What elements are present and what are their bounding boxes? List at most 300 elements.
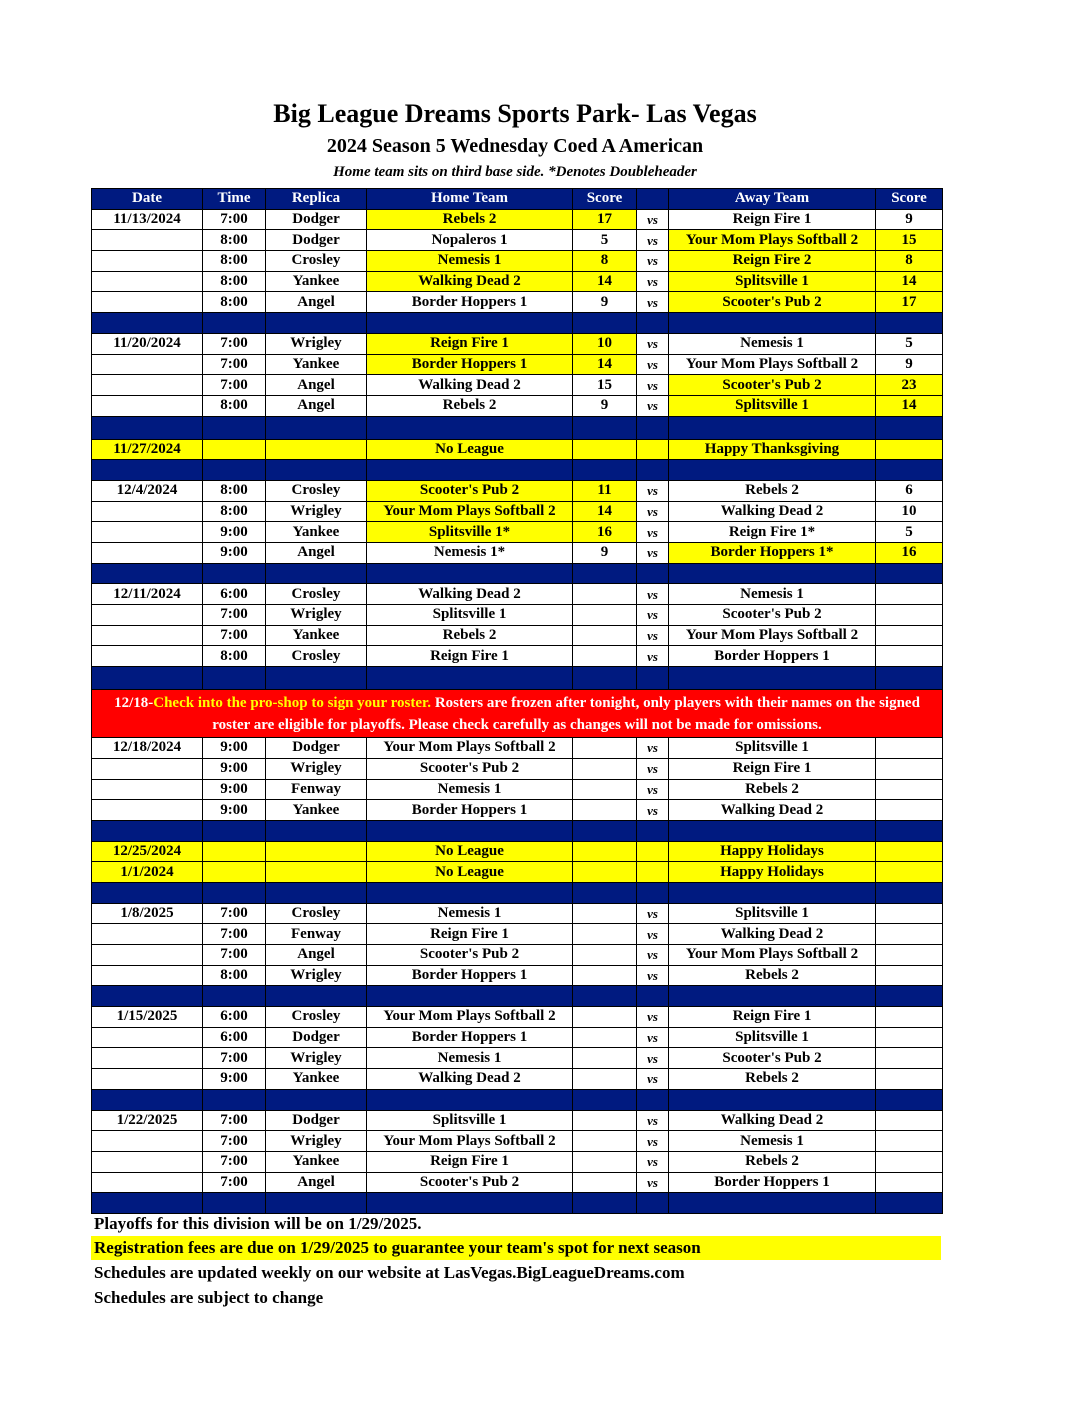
separator-cell <box>367 1193 573 1214</box>
field-cell: Crosley <box>266 646 367 667</box>
separator-cell <box>876 1193 943 1214</box>
away-team-cell: Splitsville 1 <box>669 271 876 292</box>
separator-cell <box>876 667 943 690</box>
date-cell <box>92 1069 203 1090</box>
home-team-cell: Nemesis 1 <box>367 903 573 924</box>
game-row <box>92 584 943 605</box>
separator-cell <box>876 986 943 1007</box>
separator-cell <box>637 1089 669 1110</box>
field-cell <box>266 862 367 883</box>
game-row <box>92 1027 943 1048</box>
field-cell: Yankee <box>266 1151 367 1172</box>
home-score-cell <box>573 439 637 460</box>
time-cell: 6:00 <box>203 1007 266 1028</box>
week-separator <box>92 1089 943 1110</box>
home-score-cell <box>573 1151 637 1172</box>
separator-cell <box>876 820 943 841</box>
away-score-cell <box>876 1069 943 1090</box>
vs-cell: vs <box>637 395 669 416</box>
home-score-cell <box>573 625 637 646</box>
date-cell <box>92 395 203 416</box>
game-row <box>92 779 943 800</box>
field-cell: Wrigley <box>266 1131 367 1152</box>
header-home-score: Score <box>573 189 637 210</box>
field-cell: Fenway <box>266 924 367 945</box>
field-cell: Yankee <box>266 1069 367 1090</box>
home-team-cell: Border Hoppers 1 <box>367 1027 573 1048</box>
separator-cell <box>367 667 573 690</box>
home-team-cell: Splitsville 1* <box>367 522 573 543</box>
time-cell: 8:00 <box>203 965 266 986</box>
vs-cell: vs <box>637 480 669 501</box>
game-row <box>92 209 943 230</box>
home-score-cell: 5 <box>573 230 637 251</box>
home-score-cell: 16 <box>573 522 637 543</box>
home-score-cell <box>573 841 637 862</box>
date-cell <box>92 1048 203 1069</box>
field-cell: Wrigley <box>266 758 367 779</box>
home-score-cell <box>573 1172 637 1193</box>
week-separator <box>92 563 943 584</box>
home-team-cell: Walking Dead 2 <box>367 584 573 605</box>
separator-cell <box>266 882 367 903</box>
home-score-cell: 10 <box>573 333 637 354</box>
date-cell <box>92 758 203 779</box>
separator-cell <box>573 986 637 1007</box>
field-cell: Wrigley <box>266 605 367 626</box>
time-cell: 7:00 <box>203 1172 266 1193</box>
vs-cell: vs <box>637 924 669 945</box>
time-cell: 8:00 <box>203 501 266 522</box>
away-score-cell <box>876 1007 943 1028</box>
roster-notice <box>92 690 943 738</box>
away-team-cell: Your Mom Plays Softball 2 <box>669 625 876 646</box>
game-row <box>92 480 943 501</box>
separator-cell <box>92 1193 203 1214</box>
field-cell: Angel <box>266 1172 367 1193</box>
away-score-cell <box>876 625 943 646</box>
home-team-cell: Reign Fire 1 <box>367 333 573 354</box>
away-team-cell: Your Mom Plays Softball 2 <box>669 945 876 966</box>
field-cell <box>266 439 367 460</box>
field-cell: Crosley <box>266 1007 367 1028</box>
away-score-cell: 14 <box>876 395 943 416</box>
separator-cell <box>266 416 367 439</box>
time-cell: 8:00 <box>203 292 266 313</box>
game-row <box>92 354 943 375</box>
home-score-cell <box>573 779 637 800</box>
week-separator <box>92 986 943 1007</box>
separator-cell <box>203 820 266 841</box>
date-cell <box>92 924 203 945</box>
notice-highlight: Check into the pro-shop to sign your roster. <box>153 694 432 711</box>
game-row <box>92 271 943 292</box>
home-score-cell <box>573 965 637 986</box>
date-cell <box>92 251 203 272</box>
home-team-cell: Your Mom Plays Softball 2 <box>367 738 573 759</box>
home-score-cell <box>573 646 637 667</box>
home-score-cell <box>573 1027 637 1048</box>
home-team-cell: Nemesis 1 <box>367 779 573 800</box>
field-cell: Dodger <box>266 230 367 251</box>
vs-cell: vs <box>637 1069 669 1090</box>
home-score-cell: 15 <box>573 375 637 396</box>
separator-cell <box>669 986 876 1007</box>
home-score-cell: 11 <box>573 480 637 501</box>
separator-cell <box>203 1089 266 1110</box>
separator-cell <box>367 460 573 481</box>
separator-cell <box>92 460 203 481</box>
home-team-cell: No League <box>367 841 573 862</box>
away-score-cell <box>876 903 943 924</box>
game-row <box>92 333 943 354</box>
game-row <box>92 800 943 821</box>
separator-cell <box>876 1089 943 1110</box>
separator-cell <box>573 667 637 690</box>
away-score-cell: 10 <box>876 501 943 522</box>
time-cell: 7:00 <box>203 209 266 230</box>
separator-cell <box>203 416 266 439</box>
away-team-cell: Walking Dead 2 <box>669 1110 876 1131</box>
home-team-cell: Splitsville 1 <box>367 605 573 626</box>
time-cell <box>203 439 266 460</box>
game-row <box>92 230 943 251</box>
vs-cell: vs <box>637 354 669 375</box>
separator-cell <box>876 416 943 439</box>
disclaimer-note: Schedules are subject to change <box>94 1288 324 1307</box>
home-score-cell <box>573 1110 637 1131</box>
field-cell: Yankee <box>266 271 367 292</box>
time-cell: 7:00 <box>203 1131 266 1152</box>
game-row <box>92 758 943 779</box>
home-team-cell: Nemesis 1* <box>367 543 573 564</box>
field-cell: Angel <box>266 543 367 564</box>
separator-cell <box>876 313 943 334</box>
home-score-cell <box>573 903 637 924</box>
home-team-cell: Nemesis 1 <box>367 251 573 272</box>
vs-cell: vs <box>637 1172 669 1193</box>
away-team-cell: Happy Holidays <box>669 862 876 883</box>
away-score-cell: 8 <box>876 251 943 272</box>
date-cell <box>92 1151 203 1172</box>
header-date: Date <box>92 189 203 210</box>
time-cell: 6:00 <box>203 1027 266 1048</box>
game-row <box>92 543 943 564</box>
week-separator <box>92 416 943 439</box>
separator-cell <box>637 820 669 841</box>
home-team-cell: Nemesis 1 <box>367 1048 573 1069</box>
separator-cell <box>669 460 876 481</box>
time-cell: 8:00 <box>203 480 266 501</box>
separator-cell <box>573 460 637 481</box>
away-team-cell: Your Mom Plays Softball 2 <box>669 230 876 251</box>
date-cell: 1/1/2024 <box>92 862 203 883</box>
separator-cell <box>367 820 573 841</box>
week-separator <box>92 667 943 690</box>
date-cell <box>92 945 203 966</box>
home-team-cell: No League <box>367 862 573 883</box>
time-cell: 9:00 <box>203 738 266 759</box>
time-cell: 9:00 <box>203 758 266 779</box>
game-row <box>92 375 943 396</box>
separator-cell <box>266 1089 367 1110</box>
separator-cell <box>266 1193 367 1214</box>
vs-cell: vs <box>637 738 669 759</box>
separator-cell <box>669 1089 876 1110</box>
field-cell: Crosley <box>266 251 367 272</box>
home-score-cell <box>573 1048 637 1069</box>
away-team-cell: Splitsville 1 <box>669 395 876 416</box>
separator-cell <box>669 416 876 439</box>
separator-cell <box>367 1089 573 1110</box>
away-score-cell <box>876 945 943 966</box>
away-score-cell <box>876 841 943 862</box>
away-team-cell: Reign Fire 1 <box>669 209 876 230</box>
away-team-cell: Your Mom Plays Softball 2 <box>669 354 876 375</box>
home-team-cell: Walking Dead 2 <box>367 1069 573 1090</box>
field-cell <box>266 841 367 862</box>
separator-cell <box>669 667 876 690</box>
separator-cell <box>637 313 669 334</box>
vs-cell: vs <box>637 1151 669 1172</box>
time-cell: 9:00 <box>203 522 266 543</box>
away-team-cell: Scooter's Pub 2 <box>669 375 876 396</box>
field-cell: Crosley <box>266 903 367 924</box>
home-score-cell <box>573 945 637 966</box>
separator-cell <box>573 1089 637 1110</box>
separator-cell <box>573 416 637 439</box>
vs-cell: vs <box>637 625 669 646</box>
separator-cell <box>92 313 203 334</box>
separator-cell <box>637 563 669 584</box>
vs-cell: vs <box>637 584 669 605</box>
date-cell <box>92 800 203 821</box>
home-team-cell: Border Hoppers 1 <box>367 965 573 986</box>
time-cell: 7:00 <box>203 1110 266 1131</box>
away-score-cell <box>876 738 943 759</box>
header-replica: Replica <box>266 189 367 210</box>
separator-cell <box>92 882 203 903</box>
schedule-table <box>91 188 943 1214</box>
date-cell: 12/4/2024 <box>92 480 203 501</box>
away-score-cell <box>876 605 943 626</box>
separator-cell <box>266 563 367 584</box>
vs-cell: vs <box>637 251 669 272</box>
date-cell: 12/18/2024 <box>92 738 203 759</box>
away-team-cell: Nemesis 1 <box>669 584 876 605</box>
separator-cell <box>876 460 943 481</box>
away-score-cell <box>876 1151 943 1172</box>
home-team-cell: Walking Dead 2 <box>367 375 573 396</box>
vs-cell: vs <box>637 209 669 230</box>
away-score-cell <box>876 862 943 883</box>
date-cell: 11/20/2024 <box>92 333 203 354</box>
game-row <box>92 395 943 416</box>
separator-cell <box>573 563 637 584</box>
separator-cell <box>203 313 266 334</box>
away-team-cell: Splitsville 1 <box>669 903 876 924</box>
game-row <box>92 1151 943 1172</box>
separator-cell <box>876 563 943 584</box>
home-score-cell: 17 <box>573 209 637 230</box>
field-cell: Yankee <box>266 522 367 543</box>
schedule-body <box>92 209 943 1213</box>
time-cell <box>203 841 266 862</box>
date-cell <box>92 501 203 522</box>
field-cell: Yankee <box>266 625 367 646</box>
away-team-cell: Reign Fire 1* <box>669 522 876 543</box>
home-team-cell: Reign Fire 1 <box>367 1151 573 1172</box>
game-row <box>92 625 943 646</box>
field-cell: Wrigley <box>266 1048 367 1069</box>
home-score-cell: 9 <box>573 395 637 416</box>
vs-cell <box>637 862 669 883</box>
home-team-cell: Scooter's Pub 2 <box>367 945 573 966</box>
vs-cell: vs <box>637 1048 669 1069</box>
holiday-row <box>92 841 943 862</box>
game-row <box>92 965 943 986</box>
separator-cell <box>637 667 669 690</box>
vs-cell <box>637 841 669 862</box>
time-cell: 7:00 <box>203 354 266 375</box>
home-score-cell: 9 <box>573 543 637 564</box>
home-team-cell: Rebels 2 <box>367 625 573 646</box>
separator-cell <box>266 667 367 690</box>
away-score-cell: 14 <box>876 271 943 292</box>
week-separator <box>92 460 943 481</box>
time-cell: 9:00 <box>203 543 266 564</box>
away-score-cell: 23 <box>876 375 943 396</box>
field-cell: Angel <box>266 945 367 966</box>
date-cell <box>92 375 203 396</box>
vs-cell <box>637 439 669 460</box>
home-score-cell <box>573 1131 637 1152</box>
away-team-cell: Walking Dead 2 <box>669 924 876 945</box>
date-cell <box>92 354 203 375</box>
game-row <box>92 1110 943 1131</box>
away-team-cell: Reign Fire 1 <box>669 1007 876 1028</box>
game-row <box>92 646 943 667</box>
away-team-cell: Rebels 2 <box>669 1151 876 1172</box>
separator-cell <box>203 563 266 584</box>
field-cell: Crosley <box>266 584 367 605</box>
separator-cell <box>669 563 876 584</box>
away-score-cell: 9 <box>876 209 943 230</box>
game-row <box>92 924 943 945</box>
date-cell: 1/22/2025 <box>92 1110 203 1131</box>
home-score-cell <box>573 862 637 883</box>
away-score-cell: 16 <box>876 543 943 564</box>
separator-cell <box>876 882 943 903</box>
separator-cell <box>367 313 573 334</box>
field-cell: Yankee <box>266 800 367 821</box>
away-score-cell <box>876 1027 943 1048</box>
vs-cell: vs <box>637 800 669 821</box>
home-score-cell <box>573 738 637 759</box>
home-team-cell: Scooter's Pub 2 <box>367 1172 573 1193</box>
date-cell: 11/13/2024 <box>92 209 203 230</box>
time-cell: 8:00 <box>203 271 266 292</box>
separator-cell <box>203 460 266 481</box>
separator-cell <box>92 416 203 439</box>
away-score-cell <box>876 1172 943 1193</box>
vs-cell: vs <box>637 292 669 313</box>
home-team-cell: No League <box>367 439 573 460</box>
home-team-cell: Scooter's Pub 2 <box>367 480 573 501</box>
vs-cell: vs <box>637 1131 669 1152</box>
vs-cell: vs <box>637 501 669 522</box>
home-score-cell <box>573 758 637 779</box>
separator-cell <box>637 416 669 439</box>
time-cell: 8:00 <box>203 395 266 416</box>
away-team-cell: Rebels 2 <box>669 779 876 800</box>
date-cell: 12/25/2024 <box>92 841 203 862</box>
field-cell: Dodger <box>266 1110 367 1131</box>
field-cell: Wrigley <box>266 333 367 354</box>
date-cell <box>92 965 203 986</box>
home-score-cell <box>573 1007 637 1028</box>
separator-cell <box>573 313 637 334</box>
field-cell: Dodger <box>266 738 367 759</box>
separator-cell <box>203 1193 266 1214</box>
separator-cell <box>669 1193 876 1214</box>
game-row <box>92 605 943 626</box>
separator-cell <box>367 563 573 584</box>
separator-cell <box>92 1089 203 1110</box>
away-team-cell: Happy Thanksgiving <box>669 439 876 460</box>
away-team-cell: Rebels 2 <box>669 965 876 986</box>
vs-cell: vs <box>637 522 669 543</box>
separator-cell <box>266 313 367 334</box>
time-cell: 7:00 <box>203 924 266 945</box>
date-cell <box>92 1172 203 1193</box>
away-team-cell: Border Hoppers 1 <box>669 646 876 667</box>
away-score-cell <box>876 1110 943 1131</box>
vs-cell: vs <box>637 375 669 396</box>
vs-cell: vs <box>637 230 669 251</box>
separator-cell <box>203 667 266 690</box>
away-team-cell: Reign Fire 1 <box>669 758 876 779</box>
game-row <box>92 522 943 543</box>
game-row <box>92 1069 943 1090</box>
home-score-cell: 8 <box>573 251 637 272</box>
vs-cell: vs <box>637 1027 669 1048</box>
away-score-cell: 5 <box>876 333 943 354</box>
separator-cell <box>637 1193 669 1214</box>
registration-note: Registration fees are due on 1/29/2025 to guarantee your team's spot for next season <box>91 1236 941 1260</box>
date-cell <box>92 779 203 800</box>
time-cell: 9:00 <box>203 1069 266 1090</box>
home-team-cell: Nopaleros 1 <box>367 230 573 251</box>
away-score-cell: 15 <box>876 230 943 251</box>
away-team-cell: Rebels 2 <box>669 1069 876 1090</box>
home-score-cell <box>573 605 637 626</box>
home-score-cell <box>573 800 637 821</box>
separator-cell <box>573 1193 637 1214</box>
away-team-cell: Scooter's Pub 2 <box>669 292 876 313</box>
home-team-cell: Scooter's Pub 2 <box>367 758 573 779</box>
separator-cell <box>92 820 203 841</box>
header-time: Time <box>203 189 266 210</box>
header-away-team: Away Team <box>669 189 876 210</box>
away-team-cell: Reign Fire 2 <box>669 251 876 272</box>
time-cell: 9:00 <box>203 800 266 821</box>
vs-cell: vs <box>637 903 669 924</box>
separator-cell <box>92 563 203 584</box>
header-away-score: Score <box>876 189 943 210</box>
vs-cell: vs <box>637 646 669 667</box>
time-cell: 7:00 <box>203 945 266 966</box>
